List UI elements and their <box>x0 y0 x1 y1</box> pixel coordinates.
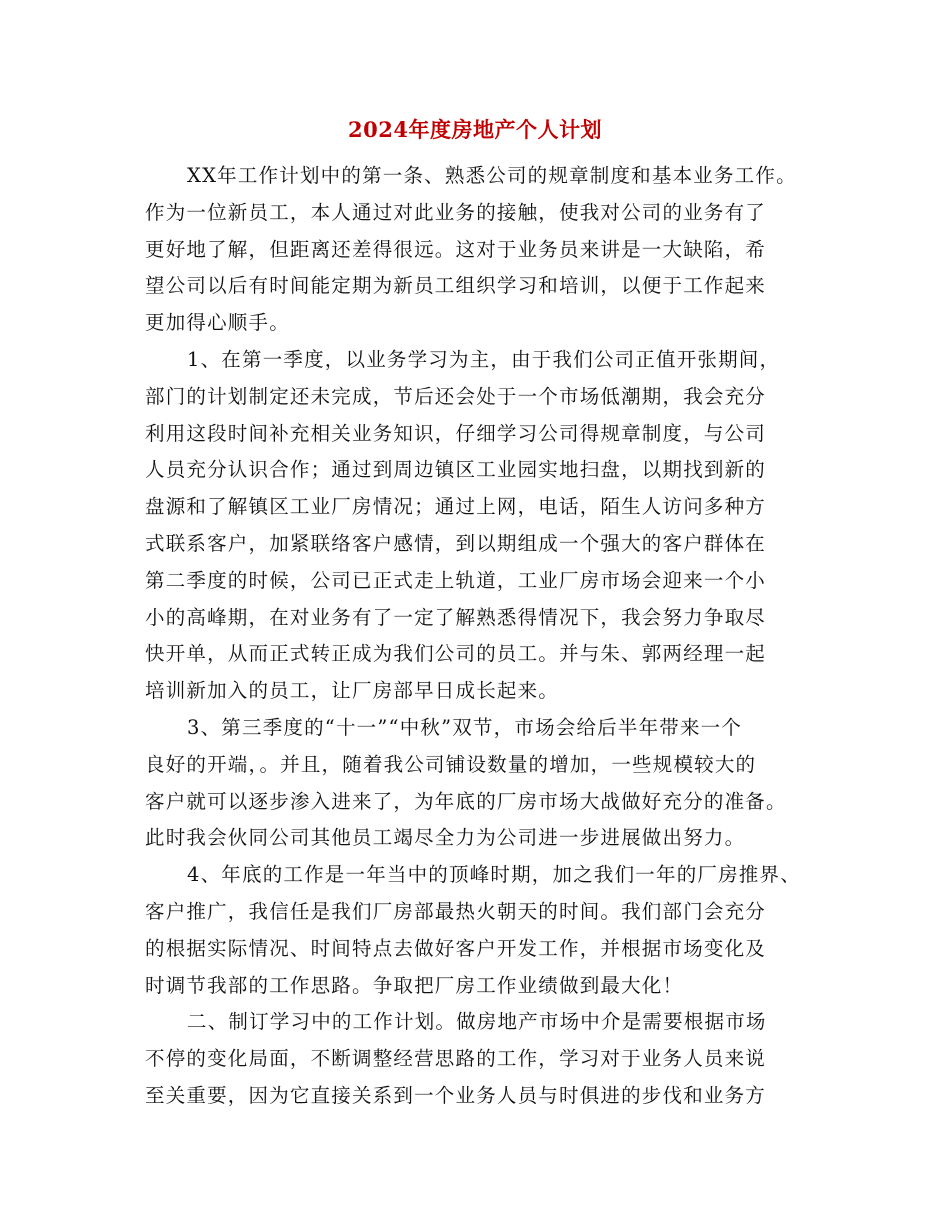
body-text-line: 作为一位新员工，本人通过对此业务的接触，使我对公司的业务有了 <box>145 200 767 224</box>
body-text-line: 更加得心顺手。 <box>145 311 290 335</box>
body-text-line: 二、制订学习中的工作计划。做房地产市场中介是需要根据市场 <box>187 1010 767 1034</box>
body-text-line: 利用这段时间补充相关业务知识，仔细学习公司得规章制度，与公司 <box>145 421 767 445</box>
body-text-line: 式联系客户，加紧联络客户感情，到以期组成一个强大的客户群体在 <box>145 531 767 555</box>
body-text-line: 客户就可以逐步渗入进来了，为年底的厂房市场大战做好充分的准备。 <box>145 789 787 813</box>
body-text-line: 3、第三季度的“十一”“中秋”双节，市场会给后半年带来一个 <box>187 715 743 739</box>
body-text-line: 此时我会伙同公司其他员工竭尽全力为公司进一步进展做出努力。 <box>145 826 746 850</box>
body-text-line: 望公司以后有时间能定期为新员工组织学习和培训，以便于工作起来 <box>145 274 767 298</box>
body-text-line: 培训新加入的员工，让厂房部早日成长起来。 <box>145 679 560 703</box>
body-text-line: 小的高峰期，在对业务有了一定了解熟悉得情况下，我会努力争取尽 <box>145 605 767 629</box>
body-text-line: 更好地了解，但距离还差得很远。这对于业务员来讲是一大缺陷，希 <box>145 237 767 261</box>
body-text-line: 第二季度的时候，公司已正式走上轨道，工业厂房市场会迎来一个小 <box>145 568 767 592</box>
body-text-line: 时调节我部的工作思路。争取把厂房工作业绩做到最大化！ <box>145 973 684 997</box>
document-body <box>145 158 825 1115</box>
body-text-line: XX年工作计划中的第一条、熟悉公司的规章制度和基本业务工作。 <box>187 164 797 187</box>
body-text-line: 良好的开端，。并且，随着我公司铺设数量的增加，一些规模较大的 <box>145 752 757 776</box>
body-text-line: 不停的变化局面，不断调整经营思路的工作，学习对于业务人员来说 <box>145 1047 767 1071</box>
body-text-line: 1、在第一季度，以业务学习为主，由于我们公司正值开张期间， <box>187 347 781 371</box>
body-text-line: 客户推广，我信任是我们厂房部最热火朝天的时间。我们部门会充分 <box>145 899 767 923</box>
document-title: 2024年度房地产个人计划 <box>348 117 602 142</box>
body-text-line: 人员充分认识合作；通过到周边镇区工业园实地扫盘，以期找到新的 <box>145 458 767 482</box>
body-text-line: 的根据实际情况、时间特点去做好客户开发工作，并根据市场变化及 <box>145 936 767 960</box>
body-text-line: 至关重要，因为它直接关系到一个业务人员与时俱进的步伐和业务方 <box>145 1083 767 1107</box>
body-text-line: 4、年底的工作是一年当中的顶峰时期，加之我们一年的厂房推界、 <box>187 863 801 887</box>
body-text-line: 盘源和了解镇区工业厂房情况；通过上网，电话，陌生人访问多种方 <box>145 495 767 519</box>
body-text-line: 部门的计划制定还未完成，节后还会处于一个市场低潮期，我会充分 <box>145 384 767 408</box>
body-text-line: 快开单，从而正式转正成为我们公司的员工。并与朱、郭两经理一起 <box>145 642 767 666</box>
